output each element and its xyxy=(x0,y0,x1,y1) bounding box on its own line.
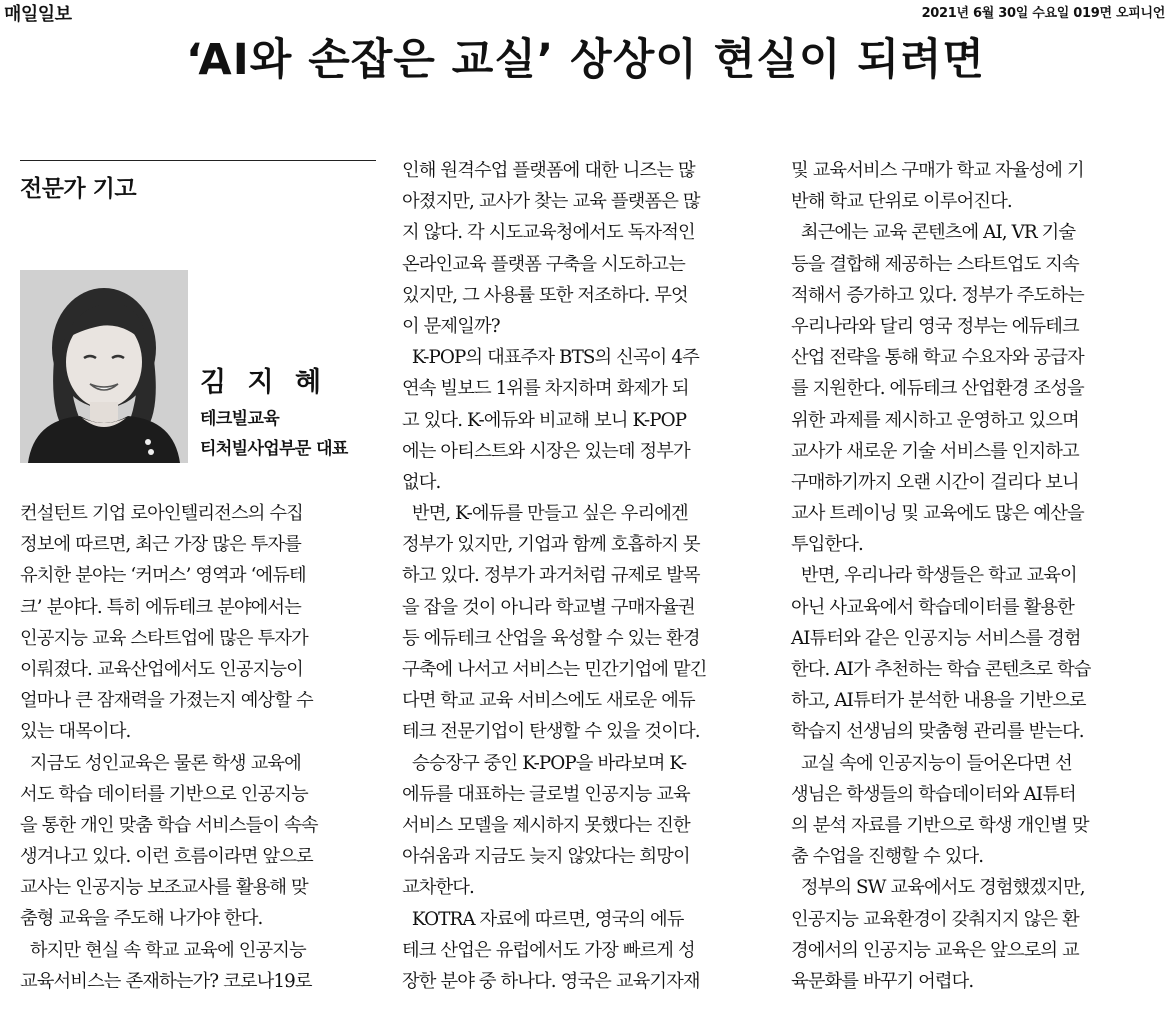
text-line: 이 문제일까? xyxy=(402,315,500,337)
text-line: 이뤄졌다. 교육산업에서도 인공지능이 xyxy=(20,658,303,680)
text-line: 구매하기까지 오랜 시간이 걸리다 보니 xyxy=(791,471,1079,493)
text-line: 아닌 사교육에서 학습데이터를 활용한 xyxy=(791,596,1074,618)
section-rule xyxy=(20,160,376,161)
text-line: 반면, K-에듀를 만들고 싶은 우리에겐 xyxy=(402,503,688,525)
newspaper-logo: 매일일보 xyxy=(4,4,72,25)
author-photo xyxy=(20,270,188,463)
text-line: 학습지 선생님의 맞춤형 관리를 받는다. xyxy=(791,721,1084,743)
text-line: 생겨나고 있다. 이런 흐름이라면 앞으로 xyxy=(20,846,313,868)
text-line: 유치한 분야는 ‘커머스’ 영역과 ‘에듀테 xyxy=(20,565,306,587)
text-line: 하고 있다. 정부가 과거처럼 규제로 발목 xyxy=(402,565,700,587)
text-line: 하지만 현실 속 학교 교육에 인공지능 xyxy=(20,939,306,961)
text-line: 구축에 나서고 서비스는 민간기업에 맡긴 xyxy=(402,659,707,680)
text-line: KOTRA 자료에 따르면, 영국의 에듀 xyxy=(402,908,684,930)
text-line: 정부의 SW 교육에서도 경험했겠지만, xyxy=(791,877,1085,899)
text-line: 컨설턴트 기업 로아인텔리전스의 수집 xyxy=(20,503,303,524)
text-line: 최근에는 교육 콘텐츠에 AI, VR 기술 xyxy=(791,222,1076,244)
text-line: 육문화를 바꾸기 어렵다. xyxy=(791,970,974,992)
text-line: 승승장구 중인 K-POP을 바라보며 K- xyxy=(402,752,687,774)
text-line: 다면 학교 교육 서비스에도 새로운 에듀 xyxy=(402,690,695,712)
author-portrait-image xyxy=(20,270,188,463)
text-line: 교육서비스는 존재하는가? 코로나19로 xyxy=(20,970,312,992)
text-line: 얼마나 큰 잠재력을 가졌는지 예상할 수 xyxy=(20,690,313,712)
text-line: K-POP의 대표주자 BTS의 신곡이 4주 xyxy=(402,347,699,369)
text-line: 없다. xyxy=(402,471,441,493)
article-column-3 xyxy=(791,155,1156,997)
text-line: 아쉬움과 지금도 늦지 않았다는 희망이 xyxy=(402,846,690,868)
text-line: 정보에 따르면, 최근 가장 많은 투자를 xyxy=(20,534,301,556)
text-line: 테크 산업은 유럽에서도 가장 빠르게 성 xyxy=(402,939,695,961)
text-line: 등을 결합해 제공하는 스타트업도 지속 xyxy=(791,253,1079,275)
author-name: 김 지 혜 xyxy=(200,367,328,398)
text-line: 교차한다. xyxy=(402,877,474,899)
text-line: 의 분석 자료를 기반으로 학생 개인별 맞 xyxy=(791,814,1089,836)
text-line: 위한 과제를 제시하고 운영하고 있으며 xyxy=(791,409,1079,431)
text-line: 투입한다. xyxy=(791,534,863,556)
text-line: 있지만, 그 사용률 또한 저조하다. 무엇 xyxy=(402,284,688,306)
text-line: 크’ 분야다. 특히 에듀테크 분야에서는 xyxy=(20,596,301,618)
section-label: 전문가 기고 xyxy=(20,176,137,202)
text-line: 를 지원한다. 에듀테크 산업환경 조성을 xyxy=(791,378,1084,400)
text-line: 적해서 증가하고 있다. 정부가 주도하는 xyxy=(791,284,1084,306)
text-line: 하고, AI튜터가 분석한 내용을 기반으로 xyxy=(791,690,1086,712)
text-line: 교사 트레이닝 및 교육에도 많은 예산을 xyxy=(791,503,1084,525)
text-line: 지 않다. 각 시도교육청에서도 독자적인 xyxy=(402,222,695,244)
text-line: 을 통한 개인 맞춤 학습 서비스들이 속속 xyxy=(20,814,318,836)
text-line: 있는 대목이다. xyxy=(20,721,131,743)
text-line: 등 에듀테크 산업을 육성할 수 있는 환경 xyxy=(402,627,700,649)
text-line: AI튜터와 같은 인공지능 서비스를 경험 xyxy=(791,627,1081,649)
text-line: 인해 원격수업 플랫폼에 대한 니즈는 많 xyxy=(402,160,695,181)
text-line: 산업 전략을 통해 학교 수요자와 공급자 xyxy=(791,347,1084,369)
text-line: 생님은 학생들의 학습데이터와 AI튜터 xyxy=(791,783,1076,805)
text-line: 교실 속에 인공지능이 들어온다면 선 xyxy=(791,752,1072,774)
text-line: 반해 학교 단위로 이루어진다. xyxy=(791,191,1012,213)
text-line: 및 교육서비스 구매가 학교 자율성에 기 xyxy=(791,160,1084,181)
text-line: 서도 학습 데이터를 기반으로 인공지능 xyxy=(20,783,308,805)
text-line: 인공지능 교육 스타트업에 많은 투자가 xyxy=(20,627,308,649)
text-line: 장한 분야 중 하나다. 영국은 교육기자재 xyxy=(402,970,700,992)
author-title: 티처빌사업부문 대표 xyxy=(200,439,348,459)
article-column-2 xyxy=(402,155,768,997)
text-line: 정부가 있지만, 기업과 함께 호흡하지 못 xyxy=(402,534,700,556)
text-line: 에는 아티스트와 시장은 있는데 정부가 xyxy=(402,440,690,462)
headline: ‘AI와 손잡은 교실’ 상상이 현실이 되려면 xyxy=(186,35,985,85)
text-line: 지금도 성인교육은 물론 학생 교육에 xyxy=(20,752,301,774)
article-column-1 xyxy=(20,498,382,997)
dateline: 2021년 6월 30일 수요일 019면 오피니언 xyxy=(921,6,1165,21)
text-line: 테크 전문기업이 탄생할 수 있을 것이다. xyxy=(402,721,700,743)
text-line: 고 있다. K-에듀와 비교해 보니 K-POP xyxy=(402,409,687,431)
text-line: 한다. AI가 추천하는 학습 콘텐츠로 학습 xyxy=(791,659,1091,680)
text-line: 춤 수업을 진행할 수 있다. xyxy=(791,846,984,868)
text-line: 온라인교육 플랫폼 구축을 시도하고는 xyxy=(402,253,685,275)
text-line: 아졌지만, 교사가 찾는 교육 플랫폼은 많 xyxy=(402,191,700,213)
text-line: 교사가 새로운 기술 서비스를 인지하고 xyxy=(791,440,1079,462)
text-line: 연속 빌보드 1위를 차지하며 화제가 되 xyxy=(402,378,689,400)
text-line: 을 잡을 것이 아니라 학교별 구매자율권 xyxy=(402,596,695,618)
text-line: 우리나라와 달리 영국 정부는 에듀테크 xyxy=(791,315,1079,337)
text-line: 에듀를 대표하는 글로벌 인공지능 교육 xyxy=(402,783,690,805)
text-line: 교사는 인공지능 보조교사를 활용해 맞 xyxy=(20,877,308,899)
text-line: 반면, 우리나라 학생들은 학교 교육이 xyxy=(791,565,1077,587)
author-company: 테크빌교육 xyxy=(200,409,280,429)
text-line: 서비스 모델을 제시하지 못했다는 진한 xyxy=(402,814,690,836)
text-line: 경에서의 인공지능 교육은 앞으로의 교 xyxy=(791,939,1079,961)
masthead xyxy=(0,0,1171,25)
text-line: 인공지능 교육환경이 갖춰지지 않은 환 xyxy=(791,908,1079,930)
author-affiliation xyxy=(200,404,348,464)
text-line: 춤형 교육을 주도해 나가야 한다. xyxy=(20,908,263,930)
